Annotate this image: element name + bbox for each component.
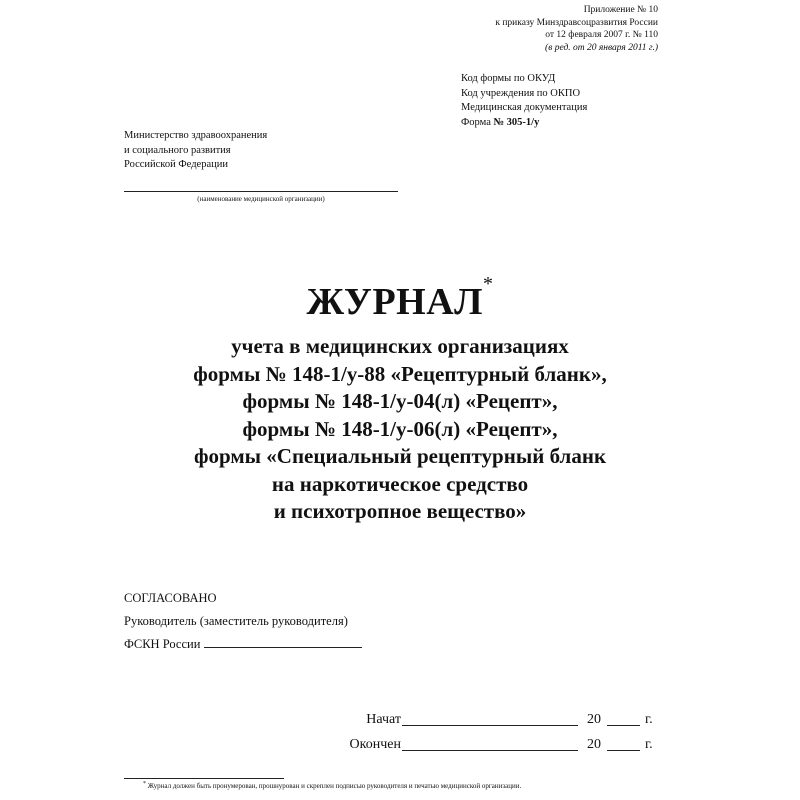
medical-documentation-label: Медицинская документация	[461, 102, 588, 113]
subtitle-line: на наркотическое средство	[271, 471, 529, 496]
organization-name-caption: (наименование медицинской организации)	[197, 195, 325, 203]
subtitle-line: формы № 148-1/у-04(л) «Рецепт»,	[242, 389, 558, 413]
started-row	[355, 707, 653, 732]
form-codes	[461, 72, 587, 130]
form-prefix: Форма	[461, 116, 494, 128]
agreed-heading: СОГЛАСОВАНО	[124, 591, 217, 605]
organization-name-line	[124, 191, 398, 192]
ministry-block	[124, 129, 267, 173]
started-label: Начат	[366, 712, 401, 727]
footnote-text: Журнал должен быть пронумерован, прошнурован и скреплен подписью руководителя и печатью медицинской организации.	[146, 782, 522, 790]
subtitle-line: формы «Специальный рецептурный бланк	[193, 444, 607, 468]
appendix-line: к приказу Минздравсоцразвития России	[495, 17, 658, 28]
appendix-line: Приложение № 10	[583, 5, 658, 15]
started-year-suffix: г.	[645, 712, 653, 727]
ministry-line: Российской Федерации	[124, 159, 228, 170]
okud-code-label: Код формы по ОКУД	[461, 73, 556, 84]
ministry-line: и социального развития	[124, 144, 231, 156]
agreed-agency-line	[124, 633, 362, 656]
form-number: № 305-1/у	[493, 116, 540, 128]
started-date-blank	[402, 725, 578, 726]
started-year-blank	[607, 725, 640, 726]
finished-year-suffix: г.	[645, 737, 653, 752]
finished-label: Окончен	[349, 737, 401, 752]
appendix-line: от 12 февраля 2007 г. № 110	[545, 30, 658, 40]
finished-row	[349, 732, 653, 757]
finished-year-prefix: 20	[587, 737, 601, 752]
agency-signature-blank	[204, 637, 362, 648]
footnote	[143, 782, 521, 791]
journal-title	[0, 273, 800, 324]
agreed-agency: ФСКН России	[124, 637, 201, 651]
subtitle-line: учета в медицинских организациях	[231, 334, 569, 358]
footnote-rule	[124, 778, 284, 779]
form-number-line	[461, 116, 587, 131]
agreed-block	[124, 587, 362, 656]
agreed-position: Руководитель (заместитель руководителя)	[124, 614, 348, 628]
okpo-code-label: Код учреждения по ОКПО	[461, 87, 581, 99]
appendix-reference	[495, 4, 658, 54]
started-year-prefix: 20	[587, 712, 601, 727]
ministry-line: Министерство здравоохранения	[124, 130, 268, 141]
finished-date-blank	[402, 750, 578, 751]
journal-subtitle	[0, 333, 800, 526]
footnote-mark: *	[143, 781, 146, 787]
appendix-revision: (в ред. от 20 января 2011 г.)	[545, 42, 658, 53]
journal-dates	[349, 707, 653, 757]
subtitle-line: формы № 148-1/у-88 «Рецептурный бланк»,	[193, 361, 607, 386]
journal-title-text: ЖУРНАЛ	[306, 281, 483, 323]
finished-year-blank	[607, 750, 640, 751]
subtitle-line: формы № 148-1/у-06(л) «Рецепт»,	[242, 416, 558, 441]
subtitle-line: и психотропное вещество»	[273, 499, 527, 523]
journal-footnote-mark: *	[482, 273, 494, 295]
